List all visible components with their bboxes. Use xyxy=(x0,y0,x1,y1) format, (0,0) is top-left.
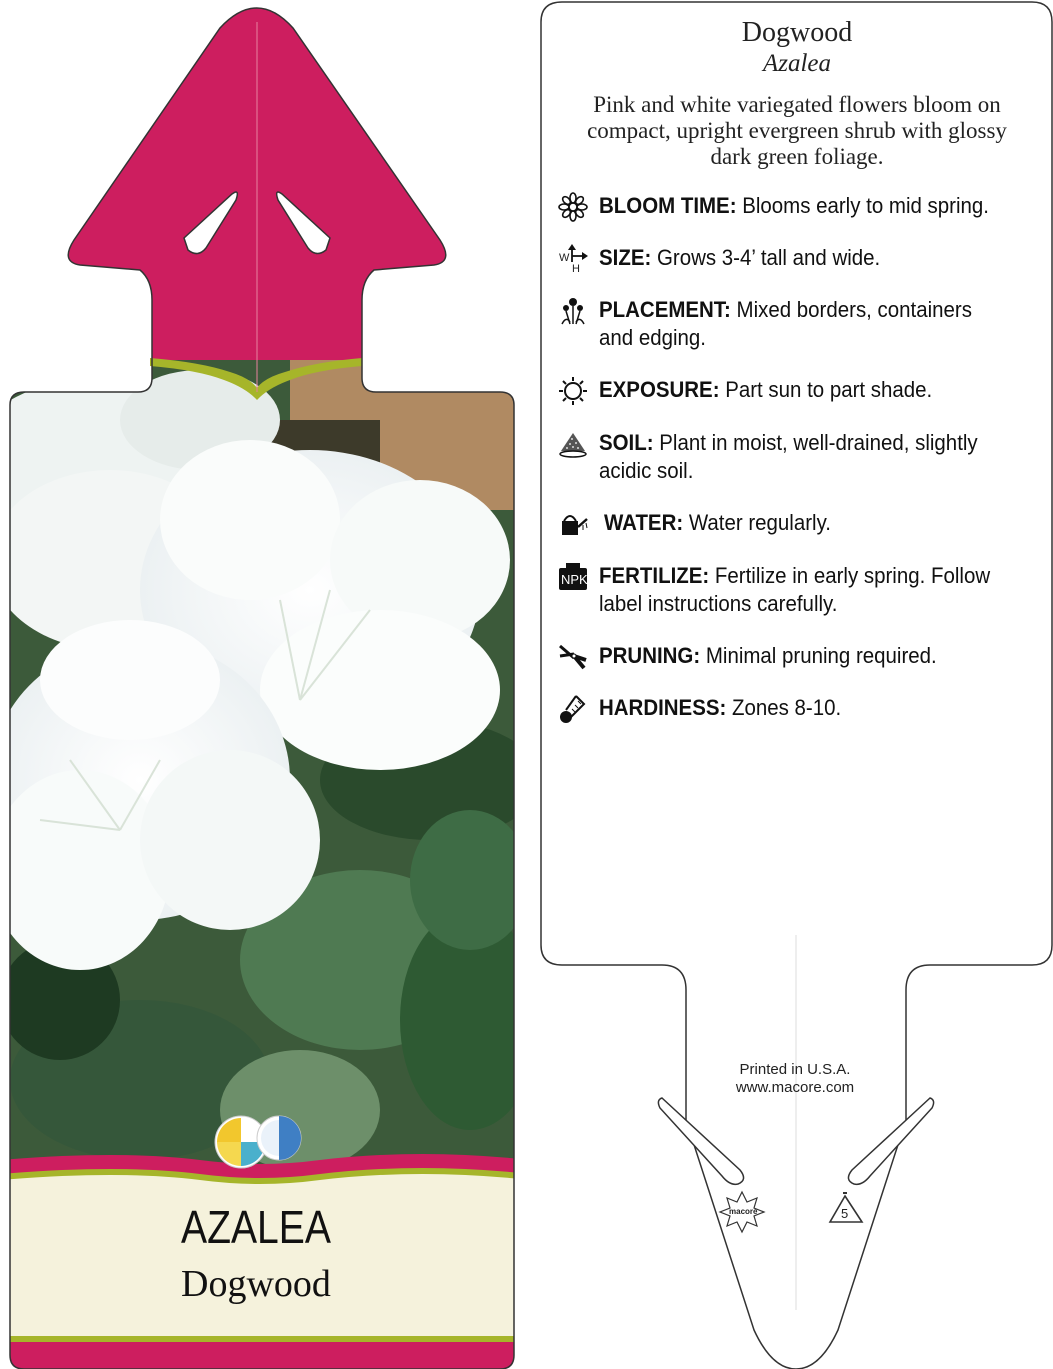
water-value: Water regularly. xyxy=(683,510,831,535)
bloom-label: BLOOM TIME: xyxy=(599,193,737,218)
size-height-letter: H xyxy=(572,263,580,275)
soil-label: SOIL: xyxy=(599,430,654,455)
fertilize-label: FERTILIZE: xyxy=(599,563,710,588)
pruning-label: PRUNING: xyxy=(599,643,701,668)
soil-icon xyxy=(558,429,588,459)
pruning-value: Minimal pruning required. xyxy=(700,643,937,668)
plant-common-name: AZALEA xyxy=(181,1201,331,1253)
fertilizer-npk-text: NPK xyxy=(561,572,588,587)
hardiness-label: HARDINESS: xyxy=(599,695,727,720)
placement-flowers-icon xyxy=(558,296,588,326)
pruning-shears-icon xyxy=(558,642,588,672)
back-subtitle: Azalea xyxy=(762,50,832,77)
placement-value: Mixed borders, containers and edging. xyxy=(599,297,972,350)
thermometer-icon xyxy=(558,694,588,724)
watering-can-icon xyxy=(558,509,588,539)
hardiness-value: Zones 8-10. xyxy=(726,695,842,720)
water-label: WATER: xyxy=(604,510,684,535)
plant-cultivar-name: Dogwood xyxy=(181,1263,331,1305)
recycle-number: 5 xyxy=(841,1206,849,1221)
sun-icon xyxy=(558,376,588,406)
flower-icon xyxy=(558,192,588,222)
placement-label: PLACEMENT: xyxy=(599,297,731,322)
back-title: Dogwood xyxy=(741,17,853,48)
plant-description: Pink and white variegated flowers bloom on compact, upright evergreen shrub with glossy dark green foliage. xyxy=(587,92,1007,169)
bloom-value: Blooms early to mid spring. xyxy=(736,193,989,218)
macore-logo-text: macore xyxy=(729,1207,758,1216)
printed-website: www.macore.com xyxy=(735,1079,855,1096)
printed-info xyxy=(700,1061,890,1097)
printed-country: Printed in U.S.A. xyxy=(739,1061,851,1078)
size-width-letter: W xyxy=(559,252,570,264)
exposure-label: EXPOSURE: xyxy=(599,377,720,402)
size-value: Grows 3-4’ tall and wide. xyxy=(651,245,881,270)
size-label: SIZE: xyxy=(599,245,652,270)
fertilize-value: Fertilize in early spring. Follow label instructions carefully. xyxy=(599,563,991,616)
exposure-value: Part sun to part shade. xyxy=(719,377,933,402)
soil-value: Plant in moist, well-drained, slightly acidic soil. xyxy=(599,430,978,483)
